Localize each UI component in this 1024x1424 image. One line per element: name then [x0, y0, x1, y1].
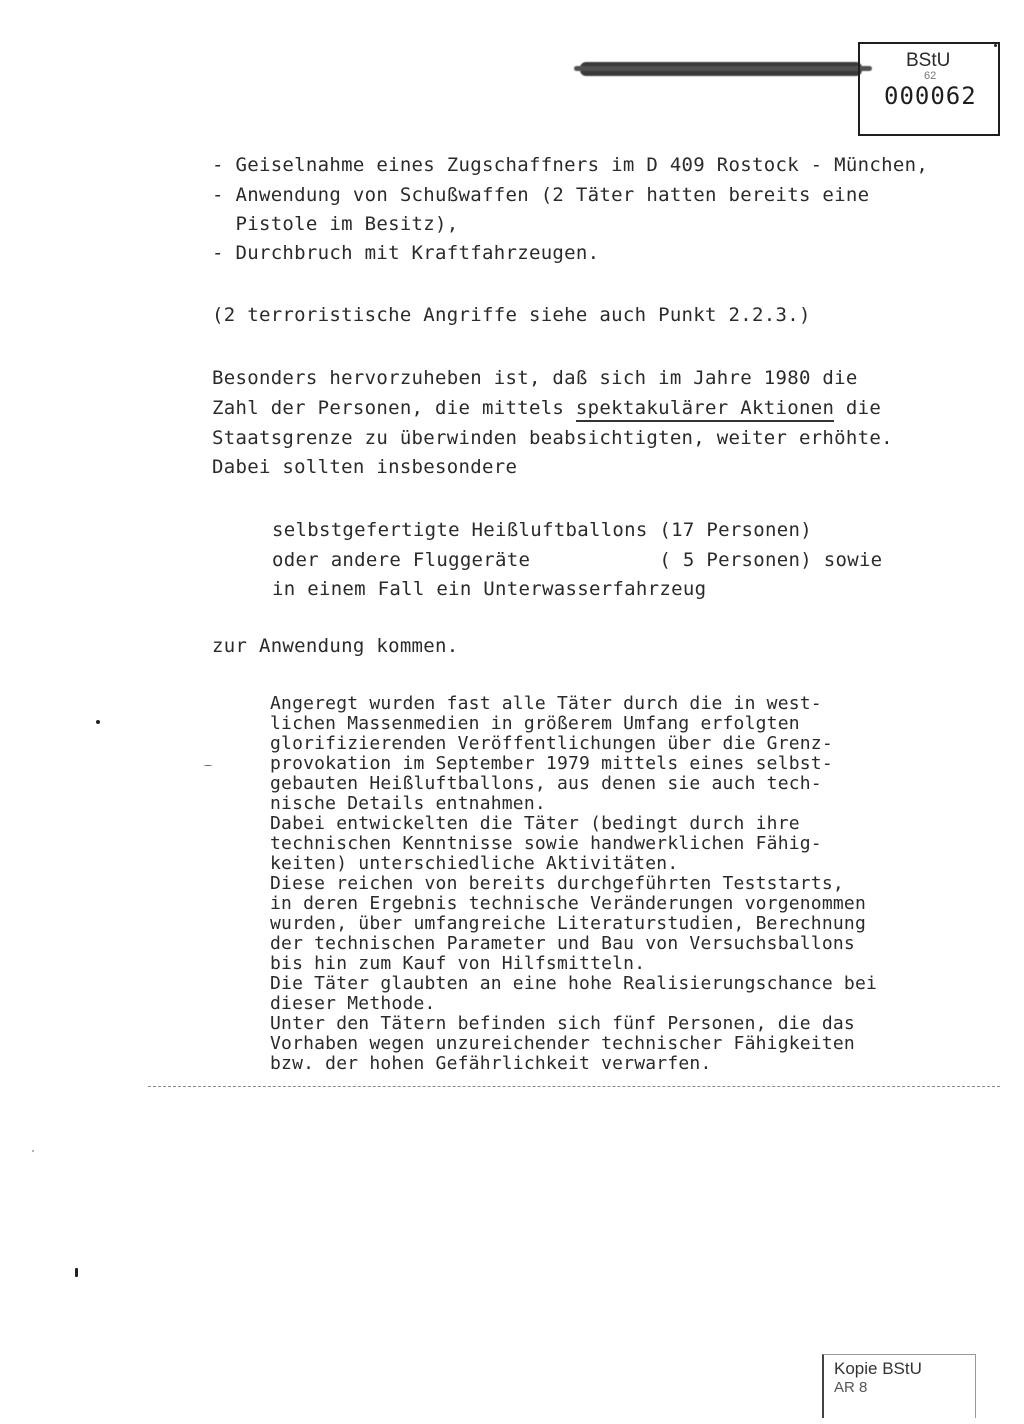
block-line: lichen Massenmedien in größerem Umfang erfolgten: [270, 713, 800, 734]
block-line: glorifizierenden Veröffentlichungen über die Grenz-: [270, 733, 833, 754]
margin-speck: [32, 1150, 34, 1152]
block-line: Diese reichen von bereits durchgeführten Teststarts,: [270, 873, 844, 894]
redaction-bar: [580, 62, 862, 76]
block-line: in deren Ergebnis technische Veränderungen vorgenommen: [270, 893, 866, 914]
bullet-item: - Anwendung von Schußwaffen (2 Täter hatten bereits eine: [212, 184, 870, 206]
means-item: in einem Fall ein Unterwasserfahrzeug: [272, 578, 707, 600]
archive-stamp: [858, 42, 1000, 136]
stamp-label: BStU: [906, 50, 951, 71]
means-item: oder andere Fluggeräte ( 5 Personen) sowie: [272, 549, 883, 571]
block-line: der technischen Parameter und Bau von Versuchsballons: [270, 933, 855, 954]
dashed-divider: [148, 1086, 1000, 1087]
block-line: dieser Methode.: [270, 993, 436, 1014]
copy-stamp-label: Kopie BStU: [834, 1359, 922, 1378]
underlined-phrase: spektakulärer Aktionen: [576, 397, 834, 422]
paragraph-line: [212, 396, 881, 420]
margin-speck: [994, 44, 997, 47]
block-line: gebauten Heißluftballons, aus denen sie auch tech-: [270, 773, 822, 794]
block-line: nische Details entnahmen.: [270, 793, 546, 814]
paragraph-text: die: [834, 397, 882, 419]
conclusion-line: zur Anwendung kommen.: [212, 635, 459, 657]
paragraph-text: Zahl der Personen, die mittels: [212, 397, 576, 419]
copy-stamp-code: AR 8: [834, 1379, 868, 1396]
margin-speck: [75, 1268, 78, 1277]
means-item: selbstgefertigte Heißluftballons (17 Personen): [272, 519, 812, 541]
block-line: wurden, über umfangreiche Literaturstudien, Berechnung: [270, 913, 866, 934]
bullet-item: Pistole im Besitz),: [212, 213, 459, 235]
stamp-small-number: 62: [924, 70, 937, 82]
block-line: technischen Kenntnisse sowie handwerklichen Fähig-: [270, 833, 822, 854]
cross-reference: (2 terroristische Angriffe siehe auch Punkt 2.2.3.): [212, 304, 811, 326]
block-line: bis hin zum Kauf von Hilfsmitteln.: [270, 953, 646, 974]
block-line: Unter den Tätern befinden sich fünf Personen, die das: [270, 1013, 855, 1034]
block-line: bzw. der hohen Gefährlichkeit verwarfen.: [270, 1053, 712, 1074]
margin-speck: [204, 765, 212, 766]
paragraph-line: Dabei sollten insbesondere: [212, 456, 518, 478]
copy-stamp: [822, 1354, 976, 1418]
block-line: Vorhaben wegen unzureichender technischer Fähigkeiten: [270, 1033, 855, 1054]
block-line: Dabei entwickelten die Täter (bedingt durch ihre: [270, 813, 800, 834]
block-line: Die Täter glaubten an eine hohe Realisierungschance bei: [270, 973, 878, 994]
paragraph-line: Besonders hervorzuheben ist, daß sich im Jahre 1980 die: [212, 367, 858, 389]
paragraph-line: Staatsgrenze zu überwinden beabsichtigten, weiter erhöhte.: [212, 427, 893, 449]
bullet-item: - Geiselnahme eines Zugschaffners im D 409 Rostock - München,: [212, 154, 929, 176]
block-line: provokation im September 1979 mittels eines selbst-: [270, 753, 833, 774]
margin-speck: [96, 720, 100, 724]
bullet-item: - Durchbruch mit Kraftfahrzeugen.: [212, 242, 600, 264]
block-line: Angeregt wurden fast alle Täter durch die in west-: [270, 693, 822, 714]
stamp-page-number: 000062: [884, 82, 977, 110]
block-line: keiten) unterschiedliche Aktivitäten.: [270, 853, 679, 874]
